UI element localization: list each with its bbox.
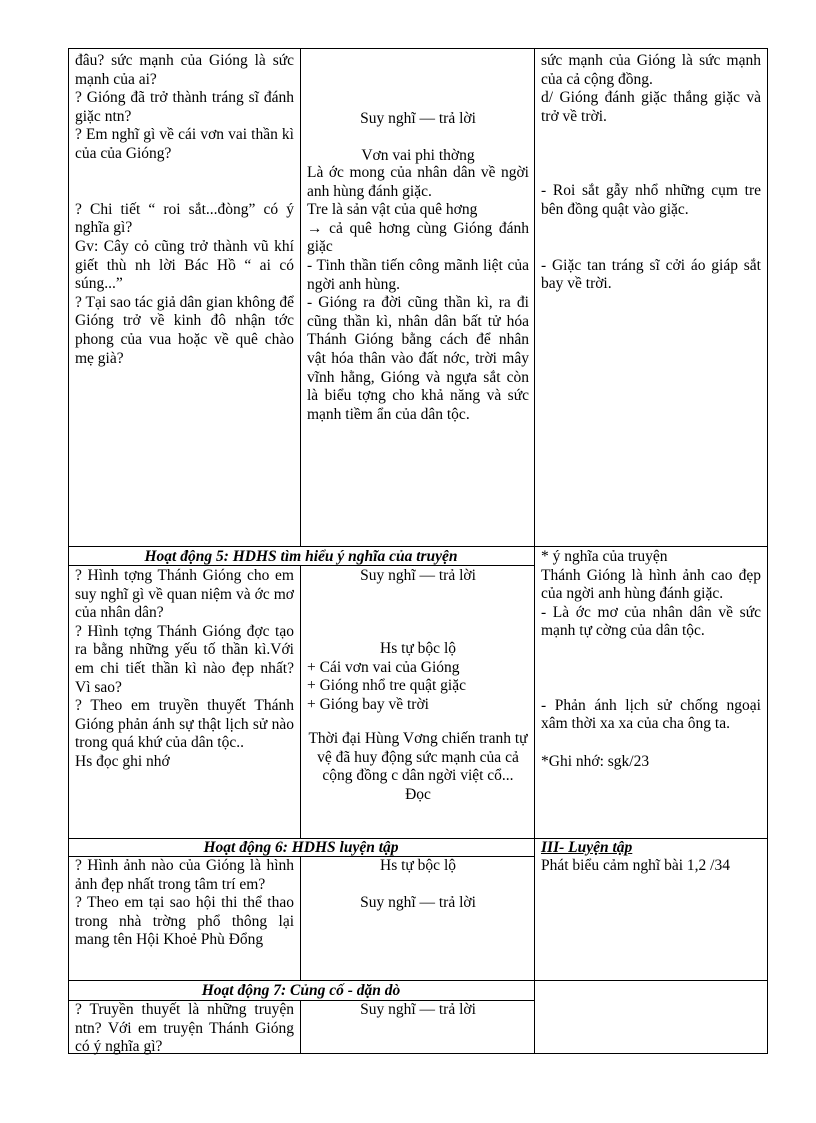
spacer <box>541 145 761 164</box>
question-text: ? Chi tiết “ roi sắt...đòng” có ý nghĩa gì? <box>75 200 298 237</box>
note-text: sức mạnh của Gióng là sức mạnh của cả cộng đồng. <box>541 52 765 88</box>
spacer <box>541 660 761 679</box>
row2-activity-bottom <box>307 730 532 804</box>
activity-label: Suy nghĩ — trả lời <box>360 567 476 584</box>
question-text: ? Hình tợng Thánh Gióng đợc tạo ra bằng những yếu tố thần kì.Với em chi tiết thần kì nào đẹp nhất? Vì sao? <box>75 622 298 696</box>
question-text: ? Tại sao tác giả dân gian không để Gióng trở về kinh đô nhận tớc phong của vua hoặc về quê chào mẹ già? <box>75 293 298 367</box>
row3-questions <box>75 857 298 950</box>
column-divider-1 <box>300 856 301 980</box>
activity-5-header: Hoạt động 5: HDHS tìm hiểu ý nghĩa của truyện <box>144 548 458 565</box>
answer-text: → cả quê hơng cùng Gióng đánh giặc <box>307 219 533 256</box>
row2-activity-top <box>307 567 529 586</box>
question-text: Hs đọc ghi nhớ <box>75 752 170 770</box>
question-text: ? Theo em truyền thuyết Thánh Gióng phản ánh sự thật lịch sử nào trong quá khứ của dân tộc.. <box>75 697 298 752</box>
note-text: - Phản ánh lịch sử chống ngoại xâm thời xa xa của cha ông ta. <box>541 696 765 733</box>
row4-activity <box>307 1001 529 1020</box>
answer-text: + Gióng nhổ tre quật giặc <box>307 677 466 695</box>
spacer <box>541 641 761 660</box>
answer-text: - Gióng ra đời cũng thần kì, ra đi cũng thần kì, nhân dân bất tử hóa Thánh Gióng bằng cách để nhân vật hóa thân vào đất nớc, trời mây vĩnh hằng, Gióng và ngựa sắt còn là biểu tợng cho khả năng và sức mạnh tiềm ẩn của dân tộc. <box>307 294 533 423</box>
note-text: d/ Gióng đánh giặc thắng giặc và trở về trời. <box>541 89 765 125</box>
question-text: đâu? sức mạnh của Gióng là sức mạnh của ai? <box>75 52 298 88</box>
activity-7-header: Hoạt động 7: Củng cố - dặn dò <box>201 982 401 999</box>
note-text: Thánh Gióng là hình ảnh cao đẹp của ngời anh hùng đánh giặc. <box>541 566 765 603</box>
activity-6-header: Hoạt động 6: HDHS luyện tập <box>203 839 399 856</box>
row1-questions <box>75 52 298 368</box>
question-text: ? Em nghĩ gì về cái vơn vai thần kì của của Gióng? <box>75 126 298 162</box>
activity-label: Suy nghĩ — trả lời <box>360 110 476 127</box>
answer-text: + Cái vơn vai của Gióng <box>307 658 460 676</box>
activity-label: Đọc <box>405 785 431 803</box>
row3-notes <box>541 857 761 876</box>
answer-text: Tre là sản vật của quê hơng <box>307 201 478 219</box>
spacer <box>307 129 529 148</box>
spacer <box>75 182 294 201</box>
row1-activity-body <box>307 164 533 424</box>
spacer <box>75 164 294 183</box>
row1-notes <box>541 52 765 294</box>
spacer <box>541 126 761 145</box>
activity-label: Suy nghĩ — trả lời <box>360 1001 476 1018</box>
spacer <box>541 678 761 697</box>
section-label: * ý nghĩa của truyện <box>541 548 668 565</box>
activity-label: Hs tự bộc lộ <box>380 640 456 657</box>
row2-notes <box>541 548 765 771</box>
activity-label: Vơn vai phi thờng <box>361 147 475 165</box>
spacer <box>541 219 761 238</box>
question-text: ? Theo em tại sao hội thi thể thao trong nhà trờng phổ thông lại mang tên Hội Khoẻ Phù Đổng <box>75 894 298 949</box>
note-text: Phát biểu cảm nghĩ bài 1,2 /34 <box>541 857 730 874</box>
teacher-note: Gv: Cây cỏ cũng trở thành vũ khí giết thù nh lời Bác Hồ “ ai có súng...” <box>75 237 298 293</box>
column-divider-1 <box>300 1000 301 1054</box>
spacer <box>541 164 761 183</box>
question-text: ? Hình ảnh nào của Gióng là hình ảnh đẹp nhất trong tâm trí em? <box>75 857 298 893</box>
answer-text: - Tinh thần tiến công mãnh liệt của ngời anh hùng. <box>307 256 533 293</box>
answer-text: + Gióng bay về trời <box>307 695 429 713</box>
spacer <box>541 238 761 257</box>
row2-questions <box>75 567 298 772</box>
activity-label: Hs tự bộc lộ <box>380 857 456 874</box>
column-divider-1 <box>300 48 301 546</box>
spacer <box>541 734 761 753</box>
question-text: ? Hình tợng Thánh Gióng cho em suy nghĩ gì về quan niệm và ớc mơ của nhân dân? <box>75 567 298 622</box>
row-divider <box>68 980 768 981</box>
note-text: - Roi sắt gẫy nhổ những cụm tre bên đồng quật vào giặc. <box>541 182 765 218</box>
answer-text: Thời đại Hùng Vơng chiến tranh tự vệ đã huy động sức mạnh của cả cộng đồng c dân ngời việt cổ... <box>308 730 532 785</box>
row4-questions <box>75 1001 298 1057</box>
note-text: - Giặc tan tráng sĩ cởi áo giáp sắt bay về trời. <box>541 256 765 293</box>
note-text: *Ghi nhớ: sgk/23 <box>541 752 650 770</box>
row2-activity-mid <box>307 640 529 714</box>
lesson-table <box>68 48 768 1054</box>
table-border-top <box>68 48 768 49</box>
row1-activity-top <box>307 110 529 166</box>
note-text: - Là ớc mơ của nhân dân về sức mạnh tự cờng của dân tộc. <box>541 603 765 640</box>
practice-section-title: III- Luyện tập <box>541 839 633 856</box>
column-divider-1 <box>300 565 301 838</box>
question-text: ? Truyền thuyết là những truyện ntn? Với em truyện Thánh Gióng có ý nghĩa gì? <box>75 1001 298 1056</box>
row3-activity <box>307 857 529 913</box>
table-border-left <box>68 48 69 1054</box>
row-divider <box>68 546 768 547</box>
question-text: ? Gióng đã trở thành tráng sĩ đánh giặc ntn? <box>75 89 298 125</box>
spacer <box>307 876 529 895</box>
table-border-right <box>767 48 768 1054</box>
answer-text: Là ớc mong của nhân dân về ngời anh hùng đánh giặc. <box>307 164 533 200</box>
column-divider-2 <box>534 48 535 1054</box>
activity-label: Suy nghĩ — trả lời <box>360 894 476 912</box>
